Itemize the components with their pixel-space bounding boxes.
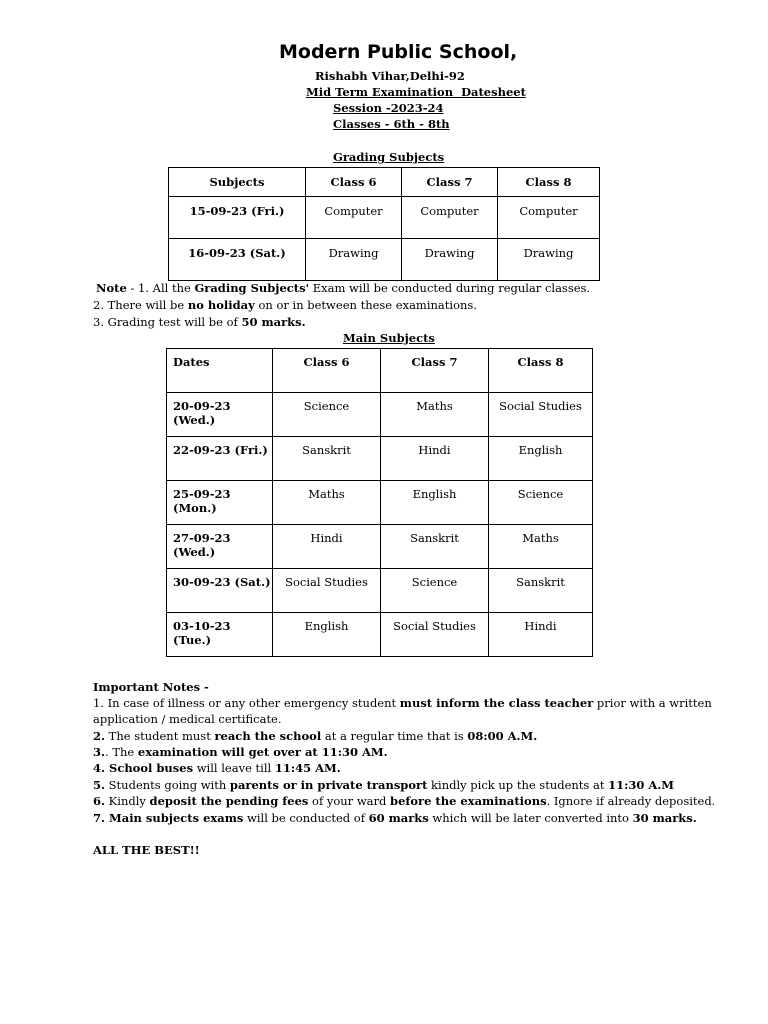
subject-cell: Science [381,569,489,613]
grading-table [168,167,600,281]
table-row [167,569,593,613]
subject-cell: Hindi [273,525,381,569]
classes: Classes - 6th - 8th [333,117,450,131]
subject-cell: Science [489,481,593,525]
subject-cell: Drawing [306,239,402,281]
subject-cell: Science [273,393,381,437]
date-cell: 15-09-23 (Fri.) [169,197,306,239]
date-cell: 16-09-23 (Sat.) [169,239,306,281]
subject-cell: Maths [273,481,381,525]
table-header-row [167,349,593,393]
important-notes-title: Important Notes - [93,680,209,694]
main-heading: Main Subjects [343,331,435,345]
subject-cell: Social Studies [381,613,489,657]
note-line-3: 3. Grading test will be of 50 marks. [93,315,306,329]
subject-cell: Maths [489,525,593,569]
session: Session -2023-24 [333,101,444,115]
main-subjects-table [166,348,593,657]
column-header: Class 8 [489,349,593,393]
closing-message: ALL THE BEST!! [93,843,200,857]
subject-cell: Computer [306,197,402,239]
subject-cell: English [489,437,593,481]
column-header: Class 7 [402,168,498,197]
subject-cell: Sanskrit [273,437,381,481]
subject-cell: English [273,613,381,657]
school-name: Modern Public School, [279,41,518,63]
table-row [167,393,593,437]
important-note-4: 4. School buses will leave till 11:45 AM. [93,761,341,775]
important-note-6: 6. Kindly deposit the pending fees of your ward before the examinations. Ignore if already deposited. [93,794,716,808]
column-header: Class 6 [273,349,381,393]
column-header: Class 6 [306,168,402,197]
subject-cell: Computer [498,197,600,239]
subject-cell: Computer [402,197,498,239]
note-line-1: Note - 1. All the Grading Subjects' Exam will be conducted during regular classes. [96,281,591,295]
date-cell: 25-09-23 (Mon.) [167,481,273,525]
subject-cell: Hindi [489,613,593,657]
table-row [167,525,593,569]
column-header: Class 7 [381,349,489,393]
subject-cell: English [381,481,489,525]
subject-cell: Social Studies [273,569,381,613]
subject-cell: Sanskrit [381,525,489,569]
table-header-row [169,168,600,197]
important-note-5: 5. Students going with parents or in private transport kindly pick up the students at 11:30 A.M [93,778,675,792]
subject-cell: Drawing [402,239,498,281]
column-header: Subjects [169,168,306,197]
table-row [167,437,593,481]
school-address: Rishabh Vihar,Delhi-92 [315,69,465,83]
date-cell: 03-10-23 (Tue.) [167,613,273,657]
column-header: Class 8 [498,168,600,197]
date-cell: 27-09-23 (Wed.) [167,525,273,569]
table-row [169,197,600,239]
important-note-1: 1. In case of illness or any other emergency student must inform the class teacher prior with a written [93,696,712,710]
subject-cell: Drawing [498,239,600,281]
important-note-1-cont: application / medical certificate. [93,712,282,726]
exam-title: Mid Term Examination Datesheet [306,85,526,99]
date-cell: 30-09-23 (Sat.) [167,569,273,613]
table-row [167,481,593,525]
date-cell: 20-09-23 (Wed.) [167,393,273,437]
table-row [167,613,593,657]
note-line-2: 2. There will be no holiday on or in between these examinations. [93,298,477,312]
grading-heading: Grading Subjects [333,150,445,164]
subject-cell: Maths [381,393,489,437]
subject-cell: Social Studies [489,393,593,437]
table-row [169,239,600,281]
subject-cell: Sanskrit [489,569,593,613]
subject-cell: Hindi [381,437,489,481]
column-header: Dates [167,349,273,393]
important-note-2: 2. The student must reach the school at a regular time that is 08:00 A.M. [93,729,538,743]
important-note-7: 7. Main subjects exams will be conducted of 60 marks which will be later converted into 30 marks. [93,811,697,825]
date-cell: 22-09-23 (Fri.) [167,437,273,481]
important-note-3: 3.. The examination will get over at 11:30 AM. [93,745,388,759]
